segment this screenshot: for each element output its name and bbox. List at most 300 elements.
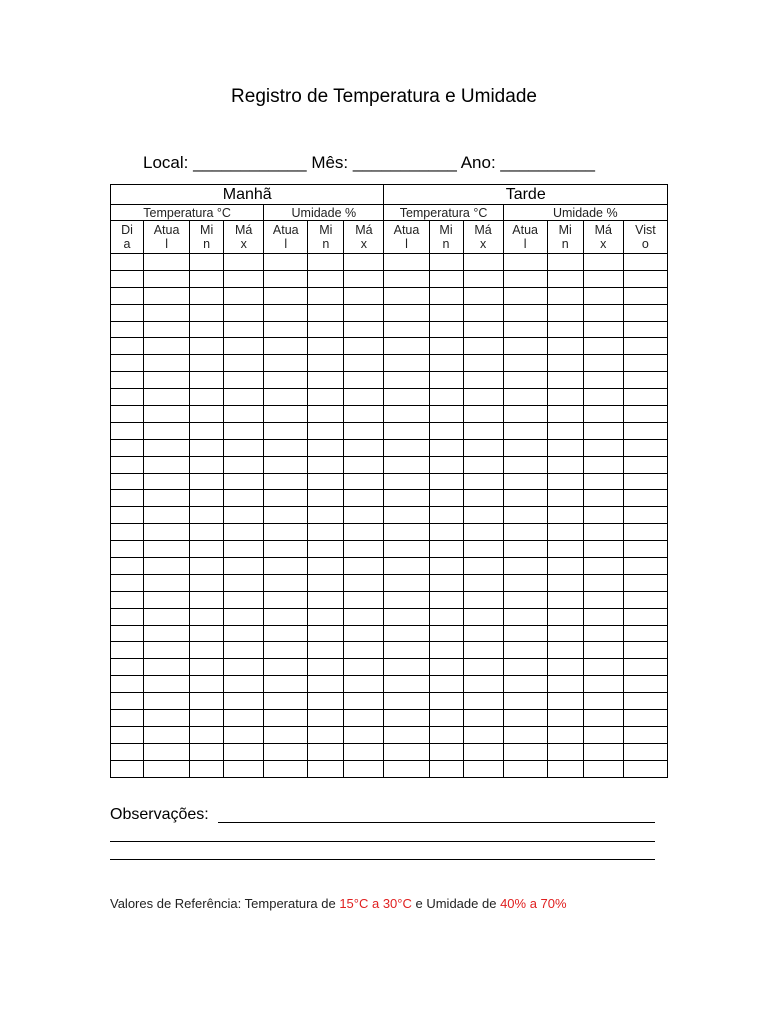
observation-line[interactable] xyxy=(110,859,655,860)
table-cell[interactable] xyxy=(623,406,667,423)
table-cell[interactable] xyxy=(583,270,623,287)
table-cell[interactable] xyxy=(429,541,463,558)
table-cell[interactable] xyxy=(583,676,623,693)
table-cell[interactable] xyxy=(429,507,463,524)
table-cell[interactable] xyxy=(623,726,667,743)
table-cell[interactable] xyxy=(144,439,190,456)
table-cell[interactable] xyxy=(344,574,384,591)
table-cell[interactable] xyxy=(224,608,264,625)
table-cell[interactable] xyxy=(384,254,429,271)
table-cell[interactable] xyxy=(190,473,224,490)
table-cell[interactable] xyxy=(384,372,429,389)
table-cell[interactable] xyxy=(384,608,429,625)
table-cell[interactable] xyxy=(344,524,384,541)
table-cell[interactable] xyxy=(111,574,144,591)
table-cell[interactable] xyxy=(503,558,547,575)
table-cell[interactable] xyxy=(503,608,547,625)
table-cell[interactable] xyxy=(111,456,144,473)
table-cell[interactable] xyxy=(583,372,623,389)
table-cell[interactable] xyxy=(190,304,224,321)
table-cell[interactable] xyxy=(623,254,667,271)
table-cell[interactable] xyxy=(429,710,463,727)
table-cell[interactable] xyxy=(224,507,264,524)
table-cell[interactable] xyxy=(344,693,384,710)
table-cell[interactable] xyxy=(429,760,463,777)
table-cell[interactable] xyxy=(547,270,583,287)
table-cell[interactable] xyxy=(583,507,623,524)
table-cell[interactable] xyxy=(583,760,623,777)
table-cell[interactable] xyxy=(503,507,547,524)
table-cell[interactable] xyxy=(111,254,144,271)
table-cell[interactable] xyxy=(463,574,503,591)
table-cell[interactable] xyxy=(547,287,583,304)
table-cell[interactable] xyxy=(623,270,667,287)
table-cell[interactable] xyxy=(547,355,583,372)
table-cell[interactable] xyxy=(144,338,190,355)
table-cell[interactable] xyxy=(190,372,224,389)
table-cell[interactable] xyxy=(111,304,144,321)
table-cell[interactable] xyxy=(384,338,429,355)
table-cell[interactable] xyxy=(264,372,308,389)
table-cell[interactable] xyxy=(503,726,547,743)
table-cell[interactable] xyxy=(308,726,344,743)
table-cell[interactable] xyxy=(463,338,503,355)
table-cell[interactable] xyxy=(503,676,547,693)
table-cell[interactable] xyxy=(384,270,429,287)
table-cell[interactable] xyxy=(429,743,463,760)
table-cell[interactable] xyxy=(429,558,463,575)
table-cell[interactable] xyxy=(111,693,144,710)
table-cell[interactable] xyxy=(190,507,224,524)
table-cell[interactable] xyxy=(429,659,463,676)
table-cell[interactable] xyxy=(224,541,264,558)
table-cell[interactable] xyxy=(144,321,190,338)
table-cell[interactable] xyxy=(144,743,190,760)
table-cell[interactable] xyxy=(264,676,308,693)
table-cell[interactable] xyxy=(144,642,190,659)
table-cell[interactable] xyxy=(503,456,547,473)
table-cell[interactable] xyxy=(384,558,429,575)
table-cell[interactable] xyxy=(429,321,463,338)
table-cell[interactable] xyxy=(463,726,503,743)
table-cell[interactable] xyxy=(583,355,623,372)
table-cell[interactable] xyxy=(190,710,224,727)
table-cell[interactable] xyxy=(547,406,583,423)
table-cell[interactable] xyxy=(429,676,463,693)
table-cell[interactable] xyxy=(384,304,429,321)
table-cell[interactable] xyxy=(308,304,344,321)
table-cell[interactable] xyxy=(264,321,308,338)
table-cell[interactable] xyxy=(429,389,463,406)
table-cell[interactable] xyxy=(429,625,463,642)
table-cell[interactable] xyxy=(503,591,547,608)
table-cell[interactable] xyxy=(264,524,308,541)
table-cell[interactable] xyxy=(264,591,308,608)
table-cell[interactable] xyxy=(384,642,429,659)
table-cell[interactable] xyxy=(384,439,429,456)
table-cell[interactable] xyxy=(623,693,667,710)
table-cell[interactable] xyxy=(463,591,503,608)
table-cell[interactable] xyxy=(344,389,384,406)
observation-line[interactable] xyxy=(218,822,655,823)
table-cell[interactable] xyxy=(144,389,190,406)
table-cell[interactable] xyxy=(111,608,144,625)
table-cell[interactable] xyxy=(583,254,623,271)
table-cell[interactable] xyxy=(111,270,144,287)
table-cell[interactable] xyxy=(308,760,344,777)
table-cell[interactable] xyxy=(547,541,583,558)
table-cell[interactable] xyxy=(463,642,503,659)
table-cell[interactable] xyxy=(224,287,264,304)
table-cell[interactable] xyxy=(623,355,667,372)
table-cell[interactable] xyxy=(144,456,190,473)
table-cell[interactable] xyxy=(583,422,623,439)
table-cell[interactable] xyxy=(463,659,503,676)
table-cell[interactable] xyxy=(503,743,547,760)
table-cell[interactable] xyxy=(623,642,667,659)
table-cell[interactable] xyxy=(224,524,264,541)
table-cell[interactable] xyxy=(583,726,623,743)
table-cell[interactable] xyxy=(623,473,667,490)
table-cell[interactable] xyxy=(264,760,308,777)
table-cell[interactable] xyxy=(190,338,224,355)
table-cell[interactable] xyxy=(344,490,384,507)
table-cell[interactable] xyxy=(308,490,344,507)
table-cell[interactable] xyxy=(308,693,344,710)
table-cell[interactable] xyxy=(144,490,190,507)
table-cell[interactable] xyxy=(111,389,144,406)
table-cell[interactable] xyxy=(224,625,264,642)
table-cell[interactable] xyxy=(308,524,344,541)
table-cell[interactable] xyxy=(503,389,547,406)
table-cell[interactable] xyxy=(429,608,463,625)
table-cell[interactable] xyxy=(224,591,264,608)
table-cell[interactable] xyxy=(144,355,190,372)
table-cell[interactable] xyxy=(547,676,583,693)
ano-blank[interactable]: __________ xyxy=(500,153,595,172)
table-cell[interactable] xyxy=(503,490,547,507)
table-cell[interactable] xyxy=(190,726,224,743)
table-cell[interactable] xyxy=(429,254,463,271)
table-cell[interactable] xyxy=(623,710,667,727)
table-cell[interactable] xyxy=(264,304,308,321)
table-cell[interactable] xyxy=(623,304,667,321)
table-cell[interactable] xyxy=(583,439,623,456)
table-cell[interactable] xyxy=(344,591,384,608)
table-cell[interactable] xyxy=(623,659,667,676)
table-cell[interactable] xyxy=(547,490,583,507)
table-cell[interactable] xyxy=(623,760,667,777)
table-cell[interactable] xyxy=(344,406,384,423)
table-cell[interactable] xyxy=(463,693,503,710)
table-cell[interactable] xyxy=(144,693,190,710)
table-cell[interactable] xyxy=(384,760,429,777)
table-cell[interactable] xyxy=(344,372,384,389)
table-cell[interactable] xyxy=(623,591,667,608)
table-cell[interactable] xyxy=(308,743,344,760)
table-cell[interactable] xyxy=(144,507,190,524)
table-cell[interactable] xyxy=(547,608,583,625)
table-cell[interactable] xyxy=(463,406,503,423)
table-cell[interactable] xyxy=(111,490,144,507)
table-cell[interactable] xyxy=(264,625,308,642)
table-cell[interactable] xyxy=(190,456,224,473)
table-cell[interactable] xyxy=(344,473,384,490)
table-cell[interactable] xyxy=(429,693,463,710)
table-cell[interactable] xyxy=(547,372,583,389)
table-cell[interactable] xyxy=(190,541,224,558)
table-cell[interactable] xyxy=(224,439,264,456)
table-cell[interactable] xyxy=(344,743,384,760)
table-cell[interactable] xyxy=(344,304,384,321)
table-cell[interactable] xyxy=(111,287,144,304)
table-cell[interactable] xyxy=(224,558,264,575)
table-cell[interactable] xyxy=(344,456,384,473)
table-cell[interactable] xyxy=(190,270,224,287)
table-cell[interactable] xyxy=(264,558,308,575)
table-cell[interactable] xyxy=(190,693,224,710)
table-cell[interactable] xyxy=(463,710,503,727)
table-cell[interactable] xyxy=(224,456,264,473)
table-cell[interactable] xyxy=(547,473,583,490)
table-cell[interactable] xyxy=(503,287,547,304)
table-cell[interactable] xyxy=(190,422,224,439)
table-cell[interactable] xyxy=(264,422,308,439)
table-cell[interactable] xyxy=(463,760,503,777)
table-cell[interactable] xyxy=(547,574,583,591)
table-cell[interactable] xyxy=(224,642,264,659)
table-cell[interactable] xyxy=(344,422,384,439)
table-cell[interactable] xyxy=(111,473,144,490)
table-cell[interactable] xyxy=(190,642,224,659)
table-cell[interactable] xyxy=(623,490,667,507)
table-cell[interactable] xyxy=(583,406,623,423)
table-cell[interactable] xyxy=(308,270,344,287)
table-cell[interactable] xyxy=(583,524,623,541)
table-cell[interactable] xyxy=(623,456,667,473)
table-cell[interactable] xyxy=(224,389,264,406)
table-cell[interactable] xyxy=(547,558,583,575)
table-cell[interactable] xyxy=(264,541,308,558)
table-cell[interactable] xyxy=(384,287,429,304)
table-cell[interactable] xyxy=(344,608,384,625)
table-cell[interactable] xyxy=(384,676,429,693)
table-cell[interactable] xyxy=(623,287,667,304)
table-cell[interactable] xyxy=(463,439,503,456)
table-cell[interactable] xyxy=(111,422,144,439)
table-cell[interactable] xyxy=(111,524,144,541)
table-cell[interactable] xyxy=(463,608,503,625)
table-cell[interactable] xyxy=(503,355,547,372)
table-cell[interactable] xyxy=(384,693,429,710)
table-cell[interactable] xyxy=(384,710,429,727)
table-cell[interactable] xyxy=(224,355,264,372)
table-cell[interactable] xyxy=(384,389,429,406)
table-cell[interactable] xyxy=(264,287,308,304)
table-cell[interactable] xyxy=(384,456,429,473)
table-cell[interactable] xyxy=(111,541,144,558)
table-cell[interactable] xyxy=(463,422,503,439)
table-cell[interactable] xyxy=(429,473,463,490)
table-cell[interactable] xyxy=(190,355,224,372)
table-cell[interactable] xyxy=(308,389,344,406)
table-cell[interactable] xyxy=(547,693,583,710)
table-cell[interactable] xyxy=(144,676,190,693)
table-cell[interactable] xyxy=(264,456,308,473)
table-cell[interactable] xyxy=(503,254,547,271)
table-cell[interactable] xyxy=(623,321,667,338)
table-cell[interactable] xyxy=(463,625,503,642)
table-cell[interactable] xyxy=(429,642,463,659)
table-cell[interactable] xyxy=(308,507,344,524)
table-cell[interactable] xyxy=(144,473,190,490)
table-cell[interactable] xyxy=(503,406,547,423)
table-cell[interactable] xyxy=(224,760,264,777)
table-cell[interactable] xyxy=(264,473,308,490)
table-cell[interactable] xyxy=(264,270,308,287)
table-cell[interactable] xyxy=(463,287,503,304)
mes-blank[interactable]: ___________ xyxy=(352,153,457,172)
table-cell[interactable] xyxy=(623,507,667,524)
table-cell[interactable] xyxy=(583,541,623,558)
table-cell[interactable] xyxy=(111,625,144,642)
table-cell[interactable] xyxy=(264,743,308,760)
table-cell[interactable] xyxy=(111,507,144,524)
table-cell[interactable] xyxy=(224,338,264,355)
table-cell[interactable] xyxy=(144,304,190,321)
table-cell[interactable] xyxy=(308,676,344,693)
table-cell[interactable] xyxy=(503,574,547,591)
table-cell[interactable] xyxy=(547,726,583,743)
table-cell[interactable] xyxy=(111,439,144,456)
table-cell[interactable] xyxy=(308,625,344,642)
table-cell[interactable] xyxy=(308,287,344,304)
table-cell[interactable] xyxy=(308,608,344,625)
table-cell[interactable] xyxy=(429,270,463,287)
table-cell[interactable] xyxy=(190,659,224,676)
table-cell[interactable] xyxy=(264,355,308,372)
table-cell[interactable] xyxy=(190,558,224,575)
table-cell[interactable] xyxy=(190,574,224,591)
table-cell[interactable] xyxy=(429,456,463,473)
table-cell[interactable] xyxy=(503,439,547,456)
table-cell[interactable] xyxy=(463,507,503,524)
table-cell[interactable] xyxy=(503,473,547,490)
table-cell[interactable] xyxy=(344,270,384,287)
table-cell[interactable] xyxy=(384,355,429,372)
table-cell[interactable] xyxy=(463,524,503,541)
table-cell[interactable] xyxy=(463,558,503,575)
table-cell[interactable] xyxy=(463,270,503,287)
table-cell[interactable] xyxy=(308,710,344,727)
table-cell[interactable] xyxy=(224,270,264,287)
table-cell[interactable] xyxy=(583,456,623,473)
table-cell[interactable] xyxy=(264,389,308,406)
table-cell[interactable] xyxy=(583,659,623,676)
table-cell[interactable] xyxy=(264,507,308,524)
table-cell[interactable] xyxy=(190,389,224,406)
table-cell[interactable] xyxy=(547,625,583,642)
table-cell[interactable] xyxy=(144,524,190,541)
table-cell[interactable] xyxy=(344,321,384,338)
table-cell[interactable] xyxy=(264,574,308,591)
table-cell[interactable] xyxy=(190,406,224,423)
table-cell[interactable] xyxy=(384,541,429,558)
table-cell[interactable] xyxy=(384,406,429,423)
table-cell[interactable] xyxy=(463,676,503,693)
table-cell[interactable] xyxy=(224,574,264,591)
observation-line[interactable] xyxy=(110,841,655,842)
table-cell[interactable] xyxy=(623,422,667,439)
table-cell[interactable] xyxy=(144,591,190,608)
table-cell[interactable] xyxy=(583,558,623,575)
table-cell[interactable] xyxy=(308,558,344,575)
table-cell[interactable] xyxy=(308,456,344,473)
table-cell[interactable] xyxy=(144,710,190,727)
table-cell[interactable] xyxy=(308,642,344,659)
table-cell[interactable] xyxy=(547,760,583,777)
table-cell[interactable] xyxy=(503,659,547,676)
table-cell[interactable] xyxy=(224,710,264,727)
table-cell[interactable] xyxy=(111,659,144,676)
table-cell[interactable] xyxy=(547,422,583,439)
table-cell[interactable] xyxy=(384,473,429,490)
table-cell[interactable] xyxy=(503,270,547,287)
table-cell[interactable] xyxy=(190,254,224,271)
table-cell[interactable] xyxy=(308,439,344,456)
table-cell[interactable] xyxy=(224,490,264,507)
table-cell[interactable] xyxy=(429,591,463,608)
table-cell[interactable] xyxy=(547,456,583,473)
table-cell[interactable] xyxy=(111,355,144,372)
table-cell[interactable] xyxy=(144,372,190,389)
table-cell[interactable] xyxy=(429,287,463,304)
table-cell[interactable] xyxy=(429,406,463,423)
table-cell[interactable] xyxy=(384,490,429,507)
table-cell[interactable] xyxy=(344,439,384,456)
table-cell[interactable] xyxy=(547,591,583,608)
table-cell[interactable] xyxy=(344,355,384,372)
table-cell[interactable] xyxy=(583,389,623,406)
table-cell[interactable] xyxy=(344,254,384,271)
table-cell[interactable] xyxy=(547,439,583,456)
table-cell[interactable] xyxy=(429,439,463,456)
table-cell[interactable] xyxy=(111,743,144,760)
table-cell[interactable] xyxy=(224,473,264,490)
table-cell[interactable] xyxy=(111,760,144,777)
table-cell[interactable] xyxy=(429,338,463,355)
table-cell[interactable] xyxy=(547,254,583,271)
table-cell[interactable] xyxy=(344,726,384,743)
table-cell[interactable] xyxy=(111,321,144,338)
table-cell[interactable] xyxy=(224,659,264,676)
table-cell[interactable] xyxy=(308,541,344,558)
table-cell[interactable] xyxy=(623,558,667,575)
table-cell[interactable] xyxy=(308,355,344,372)
local-blank[interactable]: ____________ xyxy=(193,153,307,172)
table-cell[interactable] xyxy=(190,439,224,456)
table-cell[interactable] xyxy=(429,372,463,389)
table-cell[interactable] xyxy=(308,659,344,676)
table-cell[interactable] xyxy=(344,659,384,676)
table-cell[interactable] xyxy=(429,304,463,321)
table-cell[interactable] xyxy=(623,439,667,456)
table-cell[interactable] xyxy=(308,591,344,608)
table-cell[interactable] xyxy=(463,389,503,406)
table-cell[interactable] xyxy=(463,743,503,760)
table-cell[interactable] xyxy=(503,693,547,710)
table-cell[interactable] xyxy=(547,389,583,406)
